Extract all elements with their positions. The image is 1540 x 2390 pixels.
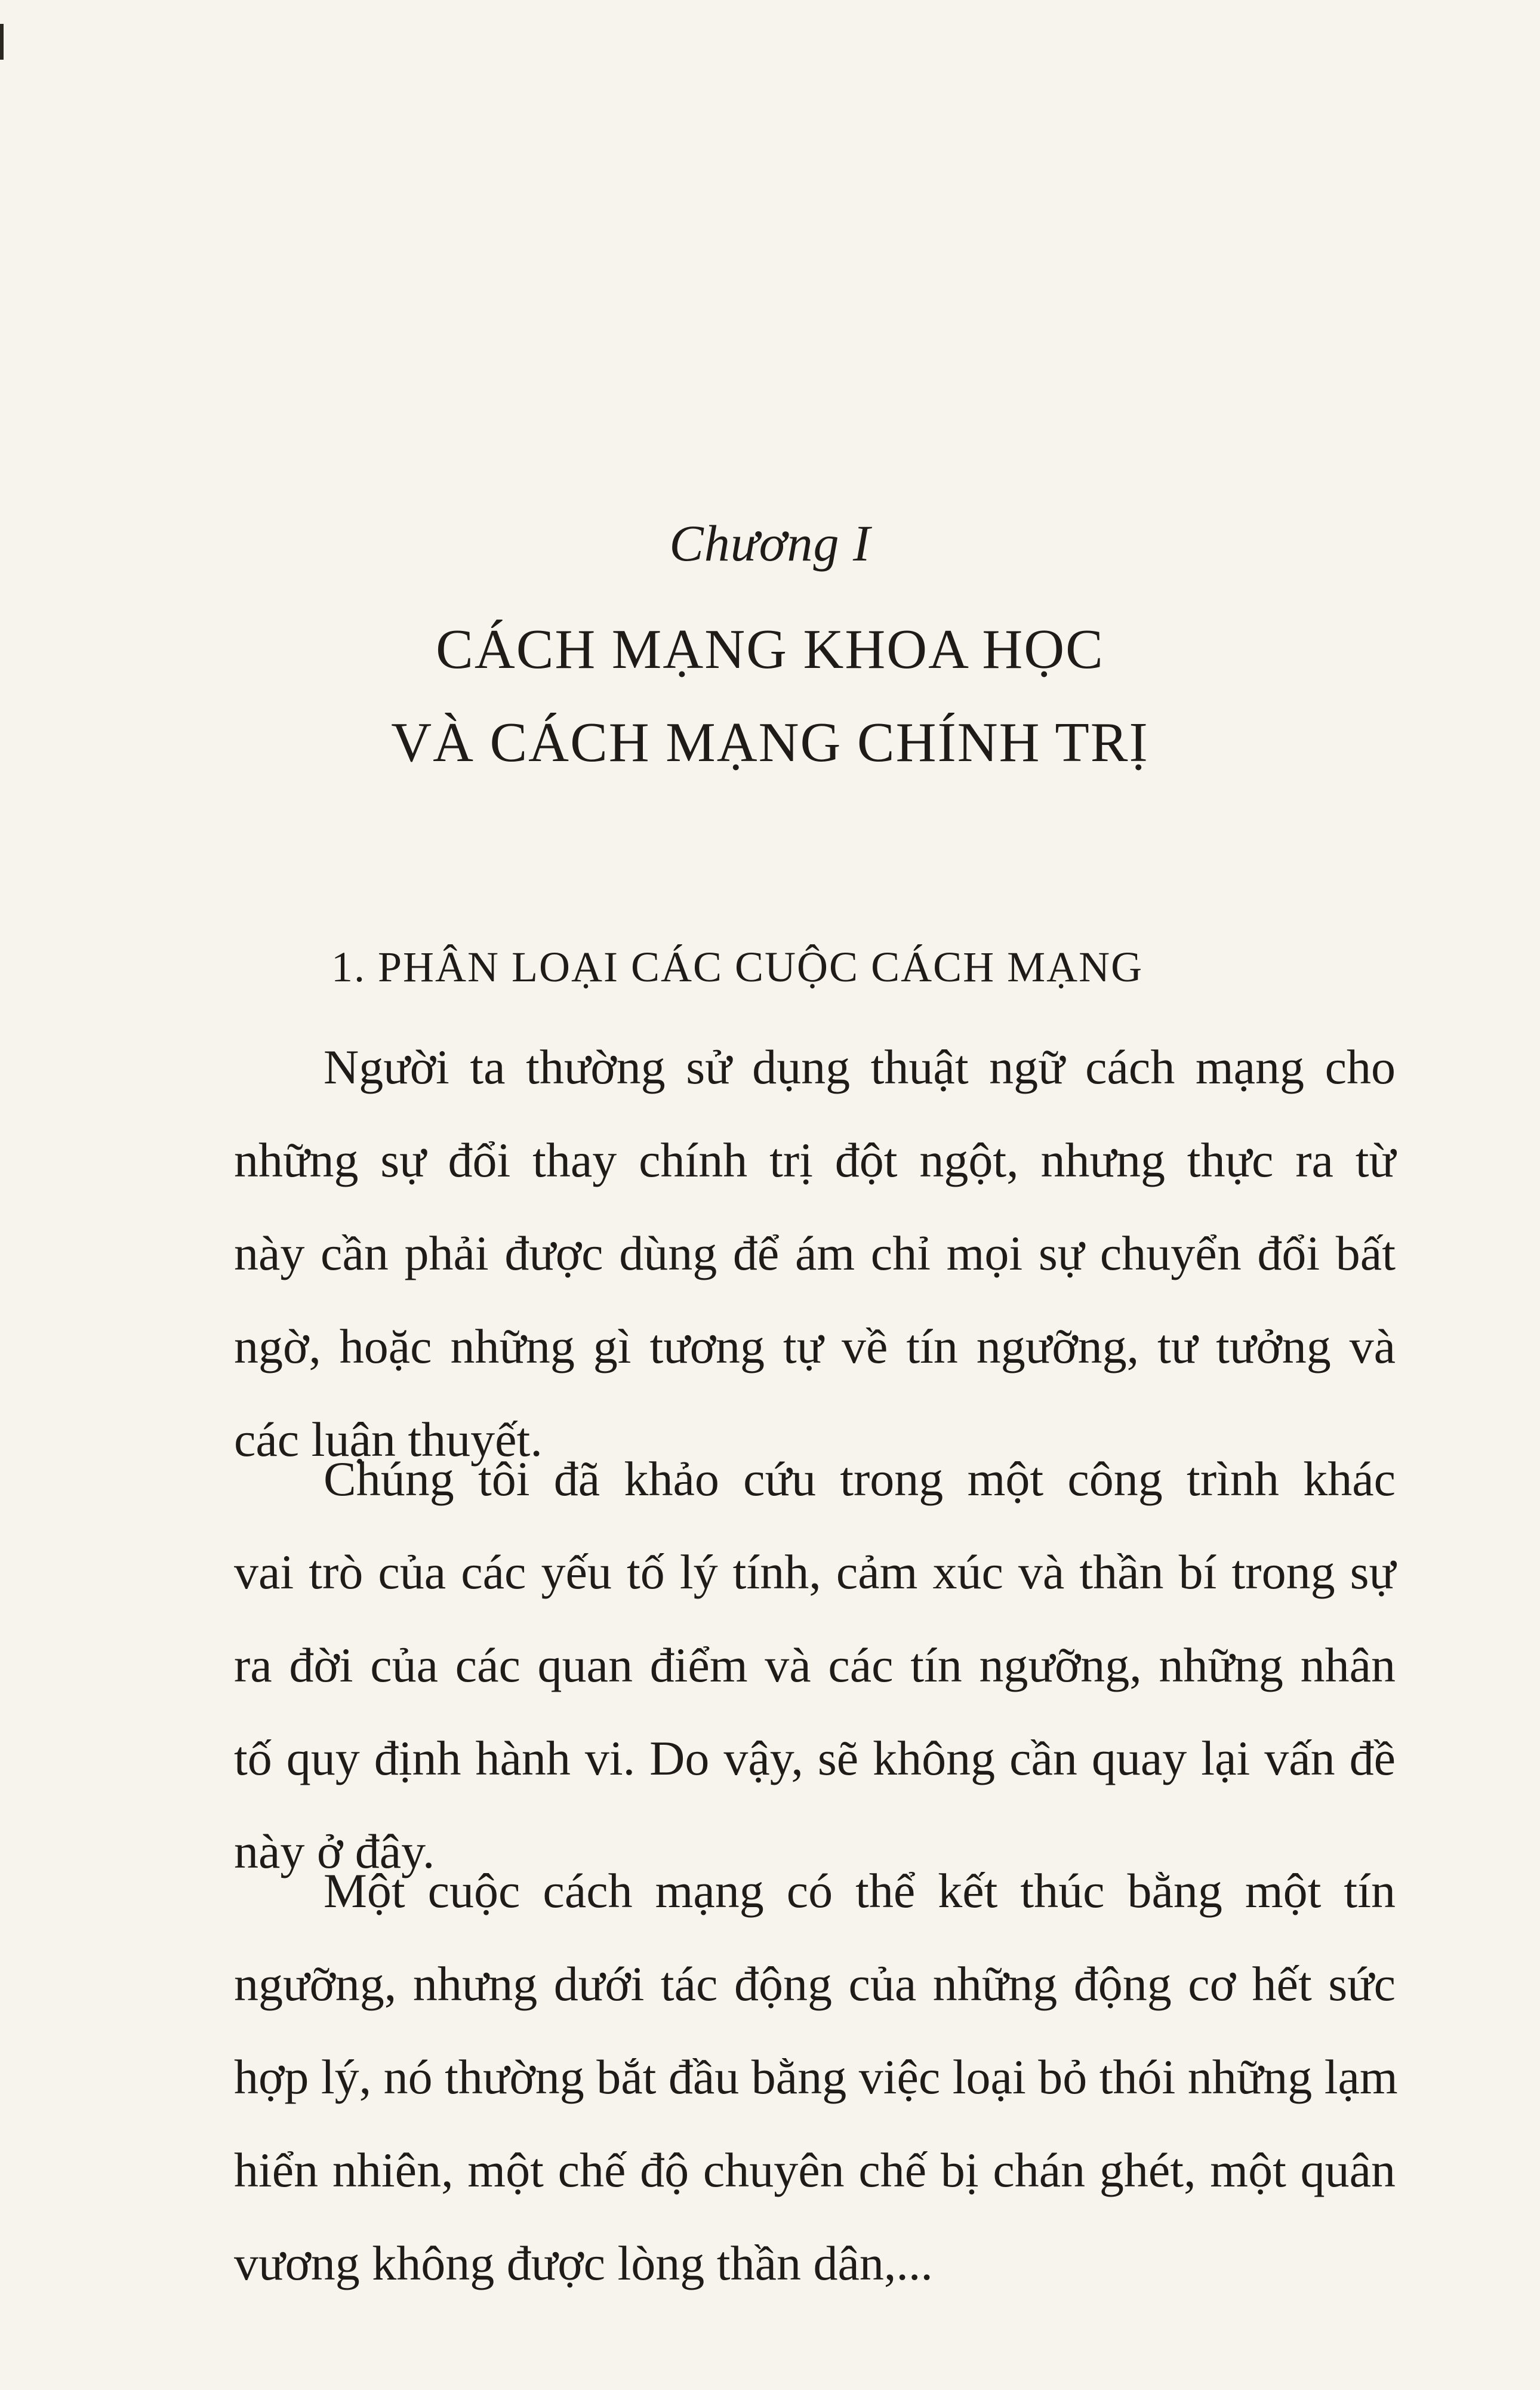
paragraph-2 bbox=[234, 1433, 1396, 1898]
paragraph-line: các luận thuyết. bbox=[234, 1412, 543, 1467]
paragraph-line: hiển nhiên, một chế độ chuyên chế bị chán ghét, một quân bbox=[234, 2143, 1396, 2197]
chapter-title bbox=[0, 603, 1540, 789]
paragraph-line: vương không được lòng thần dân,... bbox=[234, 2236, 933, 2290]
page-edge-mark bbox=[0, 24, 4, 60]
paragraph-line: Chúng tôi đã khảo cứu trong một công trình khác bbox=[324, 1452, 1396, 1506]
paragraph-line: hợp lý, nó thường bắt đầu bằng việc loại bỏ thói những lạm bbox=[234, 2050, 1398, 2104]
paragraph-line: vai trò của các yếu tố lý tính, cảm xúc và thần bí trong sự bbox=[234, 1545, 1396, 1599]
paragraph-line: này cần phải được dùng để ám chỉ mọi sự chuyển đổi bất bbox=[234, 1226, 1396, 1280]
paragraph-line: tố quy định hành vi. Do vậy, sẽ không cần quay lại vấn đề bbox=[234, 1731, 1396, 1785]
paragraph-1 bbox=[234, 1021, 1396, 1486]
paragraph-line: ngờ, hoặc những gì tương tự về tín ngưỡng, tư tưởng và bbox=[234, 1319, 1396, 1373]
chapter-title-line-2: VÀ CÁCH MẠNG CHÍNH TRỊ bbox=[391, 712, 1149, 774]
section-heading: 1. PHÂN LOẠI CÁC CUỘC CÁCH MẠNG bbox=[331, 943, 1144, 991]
chapter-label: Chương I bbox=[669, 515, 871, 572]
paragraph-line: Một cuộc cách mạng có thể kết thúc bằng một tín bbox=[324, 1864, 1396, 1918]
paragraph-line: này ở đây. bbox=[234, 1824, 435, 1878]
paragraph-line: ngưỡng, nhưng dưới tác động của những động cơ hết sức bbox=[234, 1957, 1396, 2011]
paragraph-line: những sự đổi thay chính trị đột ngột, nhưng thực ra từ bbox=[234, 1133, 1396, 1187]
paragraph-line: Người ta thường sử dụng thuật ngữ cách mạng cho bbox=[324, 1040, 1396, 1094]
chapter-title-line-1: CÁCH MẠNG KHOA HỌC bbox=[436, 618, 1104, 680]
paragraph-3 bbox=[234, 1844, 1396, 2310]
paragraph-line: ra đời của các quan điểm và các tín ngưỡng, những nhân bbox=[234, 1638, 1396, 1692]
